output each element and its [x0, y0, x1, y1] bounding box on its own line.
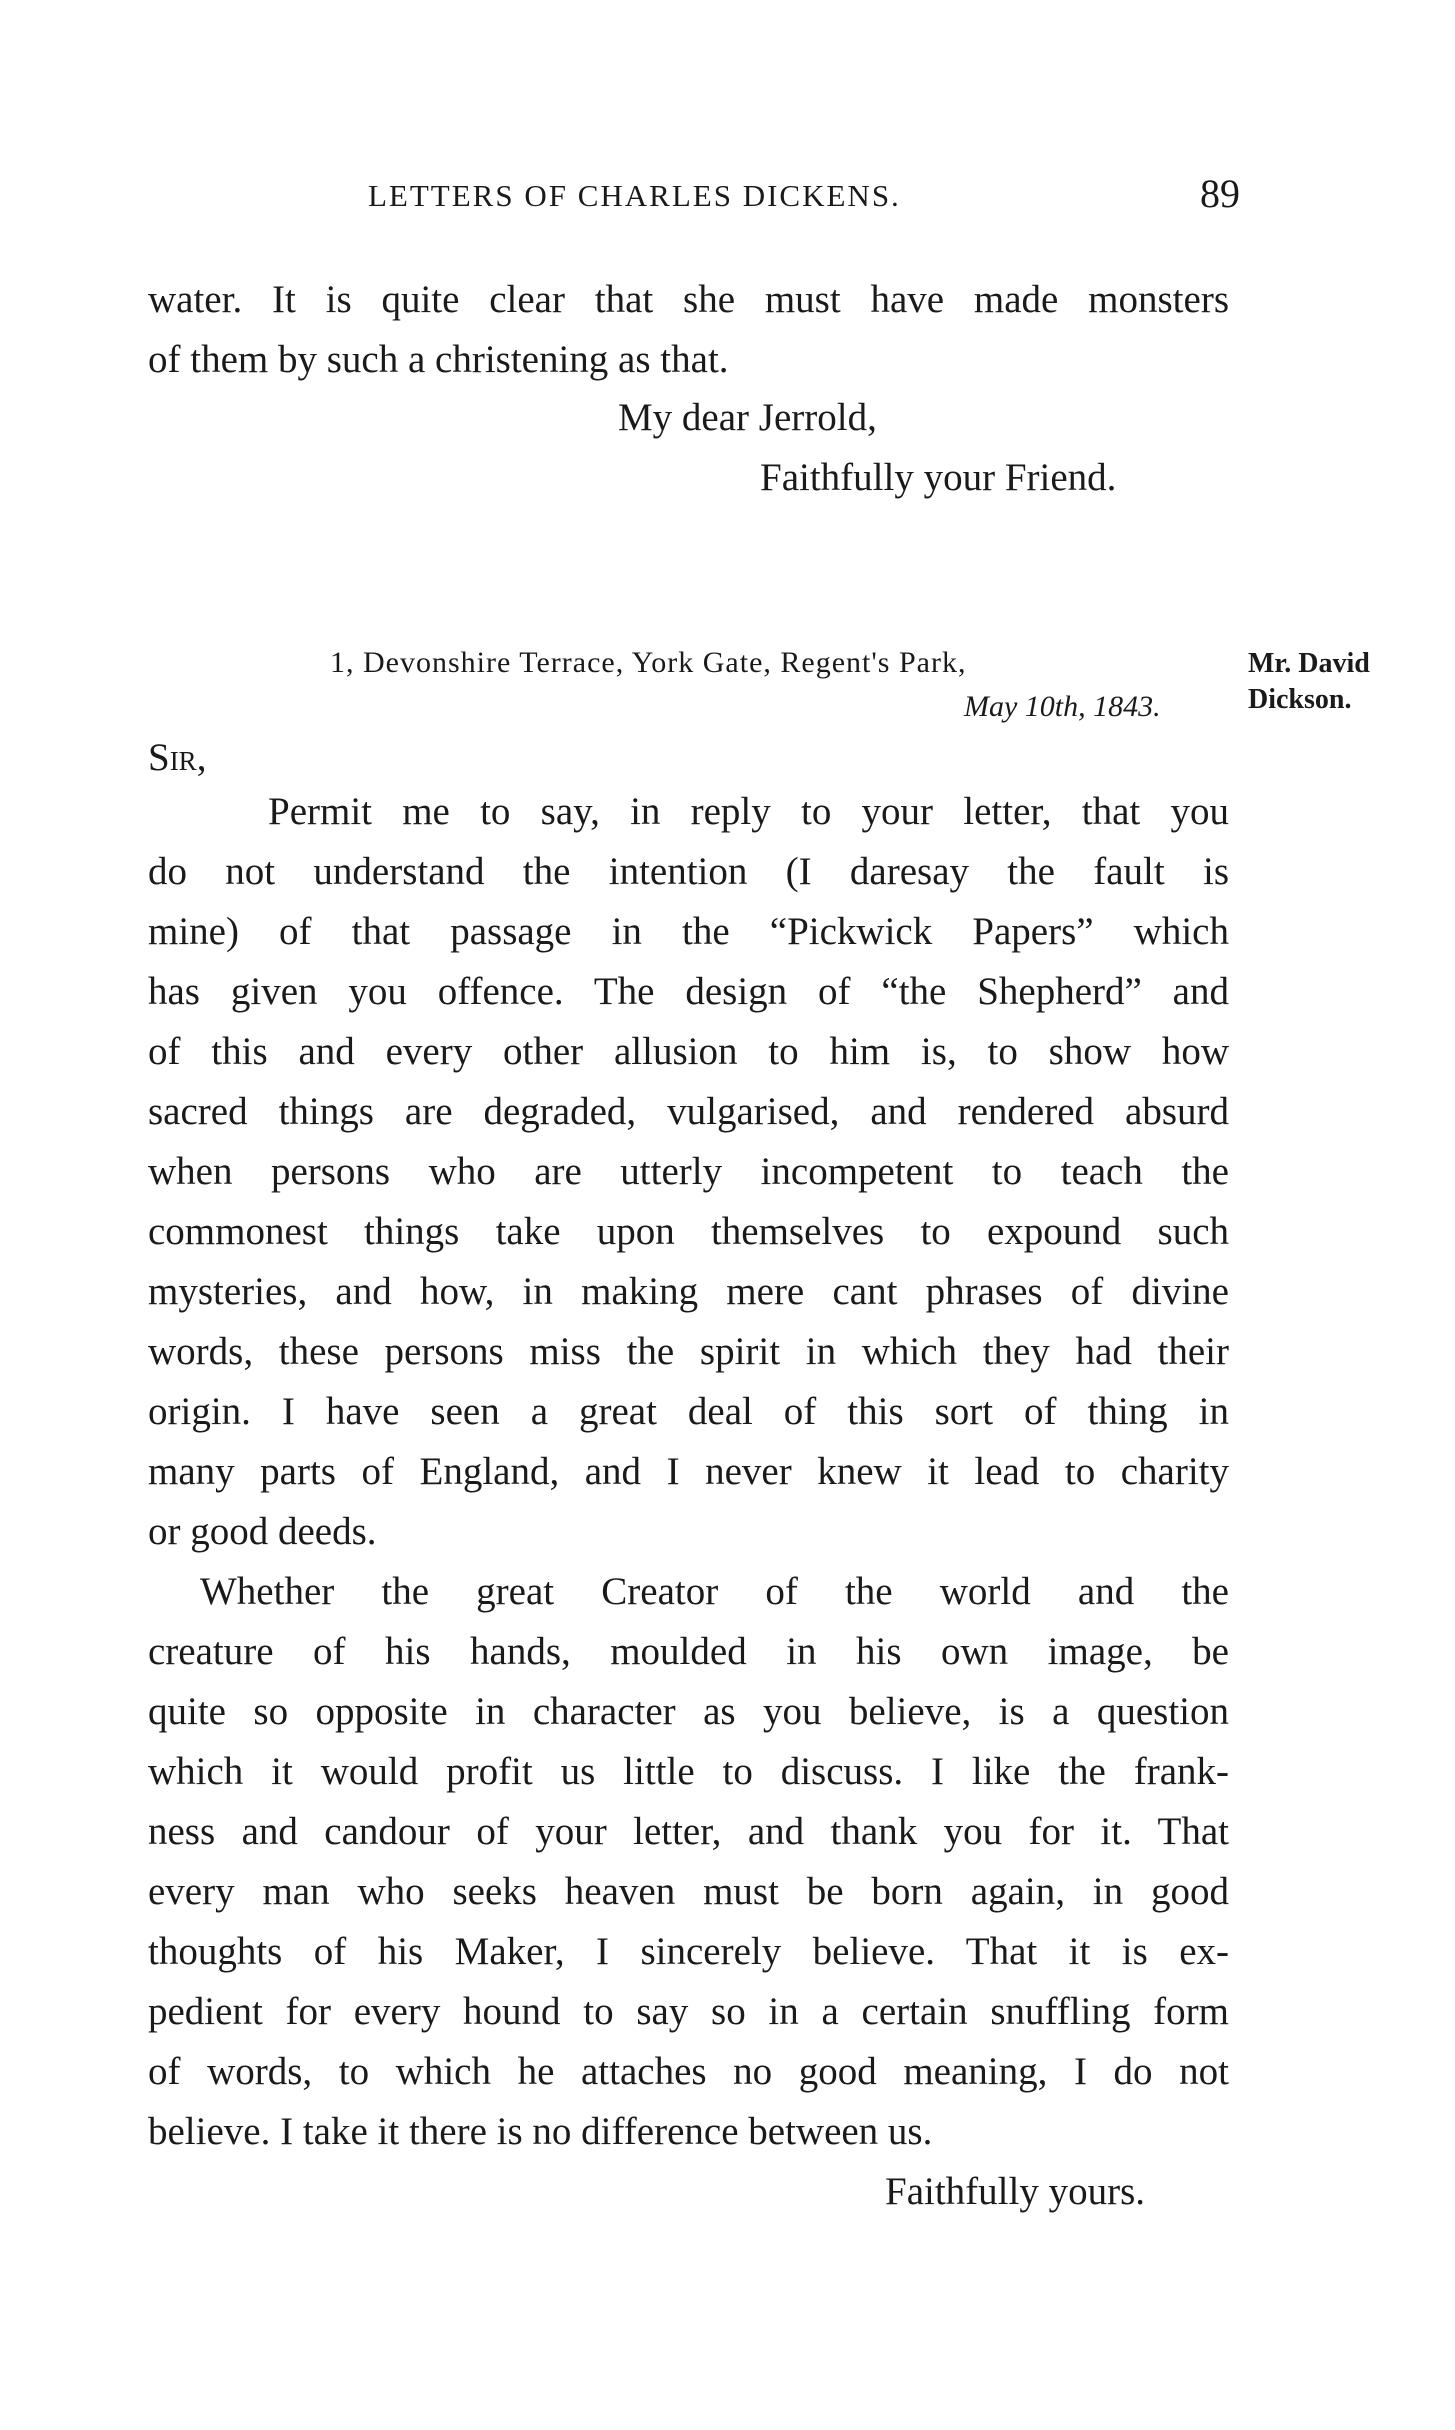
body-line: do not understand the intention (I daresay the fault is	[148, 850, 1229, 893]
body-line: when persons who are utterly incompetent to teach the	[148, 1150, 1229, 1193]
running-head	[148, 170, 1240, 220]
body-line: many parts of England, and I never knew it lead to charity	[148, 1450, 1229, 1493]
signature-line: Faithfully yours.	[885, 2170, 1145, 2213]
recipient-note-line: Dickson.	[1248, 684, 1352, 715]
body-line: sacred things are degraded, vulgarised, and rendered absurd	[148, 1090, 1229, 1133]
body-line: Whether the great Creator of the world and the	[200, 1570, 1229, 1613]
body-line: thoughts of his Maker, I sincerely believe. That it is ex-	[148, 1930, 1229, 1973]
salutation: Sir,	[148, 736, 207, 779]
recipient-note-line: Mr. David	[1248, 648, 1370, 679]
page-number: 89	[1200, 171, 1240, 216]
body-line: has given you offence. The design of “the Shepherd” and	[148, 970, 1229, 1013]
body-line: of them by such a christening as that.	[148, 338, 729, 381]
body-line: ness and candour of your letter, and thank you for it. That	[148, 1810, 1229, 1853]
running-title: LETTERS OF CHARLES DICKENS.	[368, 178, 901, 213]
body-line: origin. I have seen a great deal of this sort of thing in	[148, 1390, 1229, 1433]
body-line: of words, to which he attaches no good meaning, I do not	[148, 2050, 1229, 2093]
body-line: quite so opposite in character as you believe, is a question	[148, 1690, 1229, 1733]
body-line: which it would profit us little to discuss. I like the frank-	[148, 1750, 1229, 1793]
letter-date: May 10th, 1843.	[964, 690, 1161, 723]
letter-address: 1, Devonshire Terrace, York Gate, Regent's Park,	[330, 646, 967, 679]
body-line: pedient for every hound to say so in a certain snuffling form	[148, 1990, 1229, 2033]
body-line: words, these persons miss the spirit in which they had their	[148, 1330, 1229, 1373]
body-line: Permit me to say, in reply to your letter, that you	[268, 790, 1229, 833]
closing-line: My dear Jerrold,	[618, 396, 877, 439]
signature-line: Faithfully your Friend.	[760, 456, 1117, 499]
body-line: water. It is quite clear that she must have made monsters	[148, 278, 1229, 321]
body-line: every man who seeks heaven must be born again, in good	[148, 1870, 1229, 1913]
body-line: mysteries, and how, in making mere cant phrases of divine	[148, 1270, 1229, 1313]
body-line: commonest things take upon themselves to expound such	[148, 1210, 1229, 1253]
body-line: mine) of that passage in the “Pickwick Papers” which	[148, 910, 1229, 953]
body-line: of this and every other allusion to him is, to show how	[148, 1030, 1229, 1073]
recipient-note	[1248, 646, 1448, 718]
body-line: creature of his hands, moulded in his own image, be	[148, 1630, 1229, 1673]
body-line: or good deeds.	[148, 1510, 377, 1553]
body-line: believe. I take it there is no difference between us.	[148, 2110, 933, 2153]
